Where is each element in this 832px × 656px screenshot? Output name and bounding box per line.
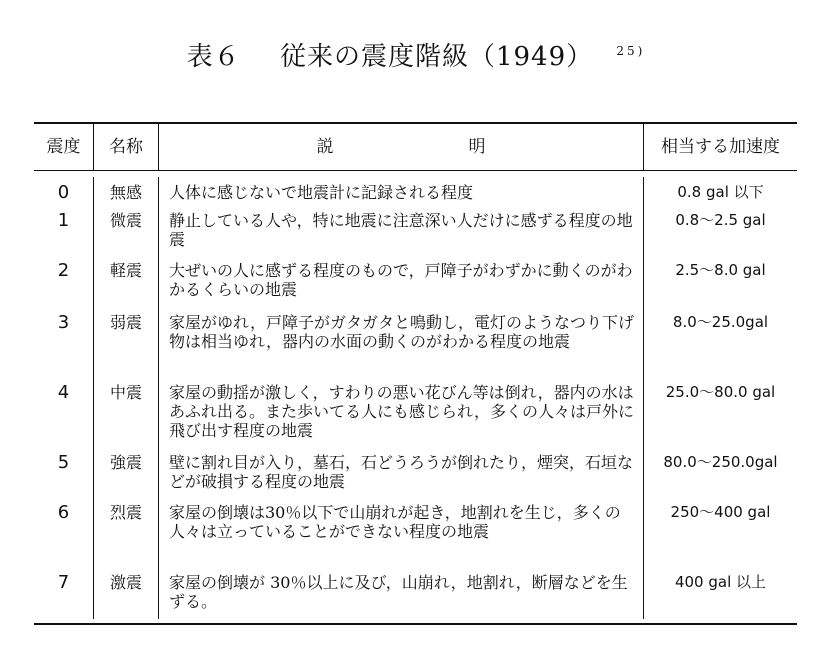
- row-description: 壁に割れ目が入り，墓石，石どうろうが倒れたり，煙突，石垣などが破損する程度の地震: [159, 447, 644, 497]
- header-name: 名称: [94, 124, 159, 170]
- row-description: 家屋の倒壊は30％以下で山崩れが起き，地割れを生じ，多くの人々は立っていることができない程度の地震: [159, 497, 644, 567]
- row-name: 中震: [94, 377, 159, 447]
- row-name: 軽震: [94, 255, 159, 307]
- row-name: 激震: [94, 567, 159, 619]
- header-description-part-1: 説: [316, 137, 334, 157]
- page-title: [0, 36, 832, 73]
- row-acceleration: 80.0～250.0gal: [663, 453, 778, 471]
- header-description: [159, 124, 644, 170]
- table-row: [34, 497, 797, 567]
- row-level: 6: [34, 497, 94, 567]
- row-name: 微震: [94, 205, 159, 255]
- row-name: 烈震: [94, 497, 159, 567]
- table-row: [34, 447, 797, 497]
- reference-mark: 25): [616, 44, 646, 59]
- row-level: 7: [34, 567, 94, 619]
- row-level: 2: [34, 255, 94, 307]
- row-level: 3: [34, 307, 94, 377]
- row-acceleration: 400 gal 以上: [674, 573, 767, 591]
- table-row: [34, 177, 797, 205]
- row-description: 家屋の倒壊が 30％以上に及び，山崩れ，地割れ，断層などを生ずる。: [159, 567, 644, 619]
- seismic-intensity-table: [34, 122, 797, 625]
- table-row: [34, 205, 797, 255]
- row-name: 強震: [94, 447, 159, 497]
- row-level: 5: [34, 447, 94, 497]
- row-level: 1: [34, 205, 94, 255]
- row-acceleration: 2.5～8.0 gal: [675, 261, 766, 279]
- row-level: 0: [34, 177, 94, 205]
- table-body: [34, 171, 797, 623]
- row-acceleration: 250～400 gal: [670, 503, 771, 521]
- table-row: [34, 377, 797, 447]
- title-text: 従来の震度階級（1949）: [279, 42, 594, 72]
- header-acceleration: 相当する加速度: [661, 137, 780, 157]
- row-name: 無感: [94, 177, 159, 205]
- row-description: 家屋がゆれ，戸障子がガタガタと鳴動し，電灯のようなつり下げ物は相当ゆれ，器内の水面の動くのがわかる程度の地震: [159, 307, 644, 377]
- row-acceleration: 0.8 gal 以下: [677, 183, 764, 201]
- row-description: 静止している人や，特に地震に注意深い人だけに感ずる程度の地震: [159, 205, 644, 255]
- table-row: [34, 255, 797, 307]
- table-row: [34, 307, 797, 377]
- row-level: 4: [34, 377, 94, 447]
- row-description: 大ぜいの人に感ずる程度のもので，戸障子がわずかに動くのがわかるくらいの地震: [159, 255, 644, 307]
- header-description-part-2: 明: [468, 137, 486, 157]
- row-acceleration: 8.0～25.0gal: [672, 313, 769, 331]
- row-description: 人体に感じないで地震計に記録される程度: [159, 177, 644, 205]
- header-level: 震度: [34, 124, 94, 170]
- row-description: 家屋の動揺が激しく，すわりの悪い花びん等は倒れ，器内の水はあふれ出る。また歩いてる人にも感じられ，多くの人々は戸外に飛び出す程度の地震: [159, 377, 644, 447]
- table-number: 表６: [186, 42, 241, 72]
- table-row: [34, 567, 797, 619]
- row-acceleration: 0.8～2.5 gal: [675, 211, 766, 229]
- row-name: 弱震: [94, 307, 159, 377]
- row-acceleration: 25.0～80.0 gal: [665, 383, 776, 401]
- table-header-row: [34, 124, 797, 171]
